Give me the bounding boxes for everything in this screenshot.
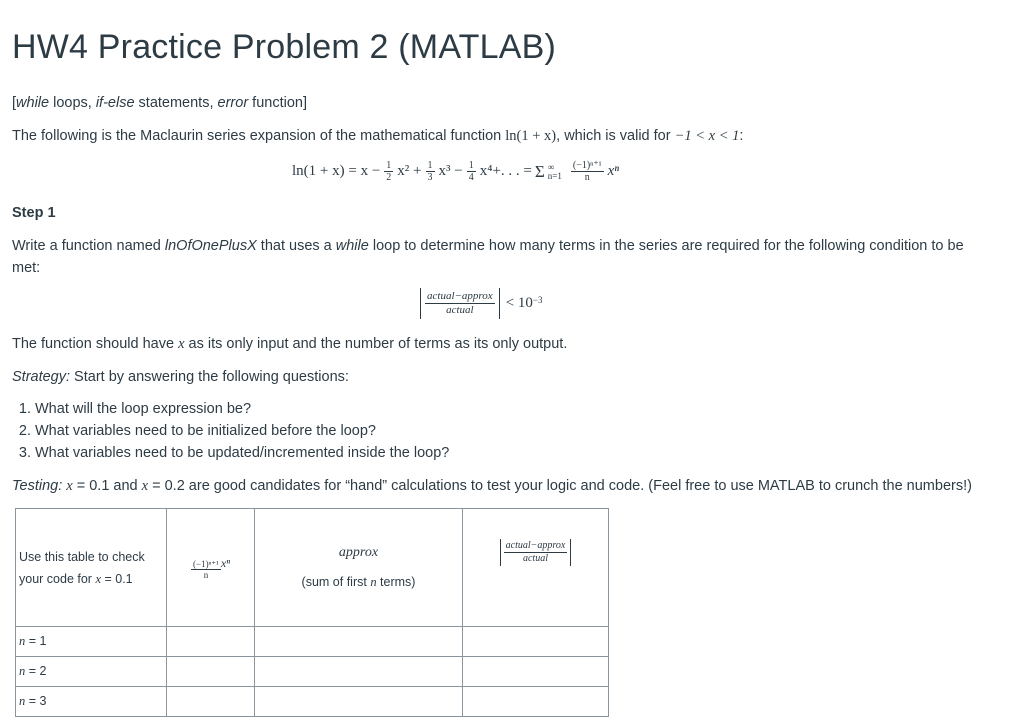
tag-bracket-open: [ (12, 95, 17, 111)
formula-term3: x⁴+. . . = (479, 163, 532, 179)
maclaurin-formula (292, 160, 619, 183)
intro-range: −1 < x < 1 (674, 128, 740, 144)
topic-tags (12, 95, 307, 111)
function-name: lnOfOnePlusX (164, 238, 257, 254)
header-approx: approx (sum of first n terms) (255, 509, 463, 627)
intro-text: The following is the Maclaurin series expansion of the mathematical function (12, 128, 506, 144)
cell-empty[interactable] (255, 657, 463, 687)
table-row (16, 657, 609, 687)
header-relative-error: $\frac{\text{actual−approx}}{\text{actual}}$ (463, 509, 609, 627)
cell-empty[interactable] (255, 687, 463, 717)
page-title: HW4 Practice Problem 2 (MATLAB) (12, 28, 557, 66)
formula-term1: x² + (397, 163, 422, 179)
tag-error: error (217, 95, 249, 111)
testing-label: Testing: (12, 478, 63, 494)
step-description-cont: met: (12, 260, 41, 276)
list-item: 3. What variables need to be updated/incremented inside the loop? (35, 443, 449, 465)
formula-lhs: ln(1 + x) = x − (292, 163, 381, 179)
stopping-condition (420, 288, 542, 319)
relative-error-abs: $\frac{\text{actual−approx}}{\text{actual}}$ (420, 288, 500, 319)
row-label: n = 1 (16, 627, 167, 657)
header-check: Use this table to check your code for x = 0.1 (16, 509, 167, 627)
table-header-row (16, 509, 609, 627)
cell-empty[interactable] (167, 687, 255, 717)
sigma-symbol: Σ (534, 161, 545, 181)
cell-empty[interactable] (463, 657, 609, 687)
cell-empty[interactable] (167, 627, 255, 657)
tag-statements: statements, (134, 95, 218, 111)
row-label: n = 2 (16, 657, 167, 687)
tag-while: while (16, 95, 50, 111)
step-description: Write a function named lnOfOnePlusX that uses a while loop to determine how many terms in the series are required for the following condition to be (12, 238, 964, 254)
cell-empty[interactable] (463, 687, 609, 717)
check-table (15, 508, 609, 717)
cell-empty[interactable] (167, 657, 255, 687)
cell-empty[interactable] (463, 627, 609, 657)
cell-empty[interactable] (255, 627, 463, 657)
list-item: 2. What variables need to be initialized before the loop? (35, 421, 449, 443)
strategy-label: Strategy: (12, 369, 71, 385)
step-heading: Step 1 (12, 205, 56, 221)
intro-mid: , which is valid for (556, 128, 675, 144)
strategy: Strategy: Start by answering the following questions: (12, 369, 349, 385)
list-item: 1. What will the loop expression be? (35, 399, 449, 421)
intro-colon: : (739, 128, 744, 144)
tag-bracket-close: ] (302, 95, 308, 111)
fraction-half: $\frac{1}{2}$ (386, 160, 392, 183)
sum-limits: ∞ n=1 (547, 161, 562, 181)
formula-term2: x³ − (438, 163, 463, 179)
fraction-quarter: $\frac{1}{4}$ (468, 160, 474, 183)
condition-rhs: < 10 (505, 295, 533, 311)
intro-paragraph (12, 128, 743, 145)
fraction-coefficient: $\frac{\text{(−1)ⁿ⁺¹}}{n}$ (572, 160, 602, 183)
table-row (16, 627, 609, 657)
tag-ifelse: if-else (95, 95, 135, 111)
fraction-third: $\frac{1}{3}$ (427, 160, 433, 183)
io-description: The function should have x as its only input and the number of terms as its only output. (12, 336, 568, 352)
formula-tail: xⁿ (607, 163, 619, 179)
header-term: $\frac{\text{(−1)ⁿ⁺¹}}{n}$ xⁿ (167, 509, 255, 627)
intro-function: ln(1 + x) (505, 128, 557, 144)
row-label: n = 3 (16, 687, 167, 717)
question-list (18, 399, 449, 465)
tag-function: function (248, 95, 303, 111)
testing-note: Testing: x = 0.1 and x = 0.2 are good candidates for “hand” calculations to test your logic and code. (Feel free to use MATLAB to crunch the numbers!) (12, 478, 972, 494)
table-row (16, 687, 609, 717)
condition-exponent: −3 (532, 294, 543, 305)
tag-loops: loops, (49, 95, 96, 111)
